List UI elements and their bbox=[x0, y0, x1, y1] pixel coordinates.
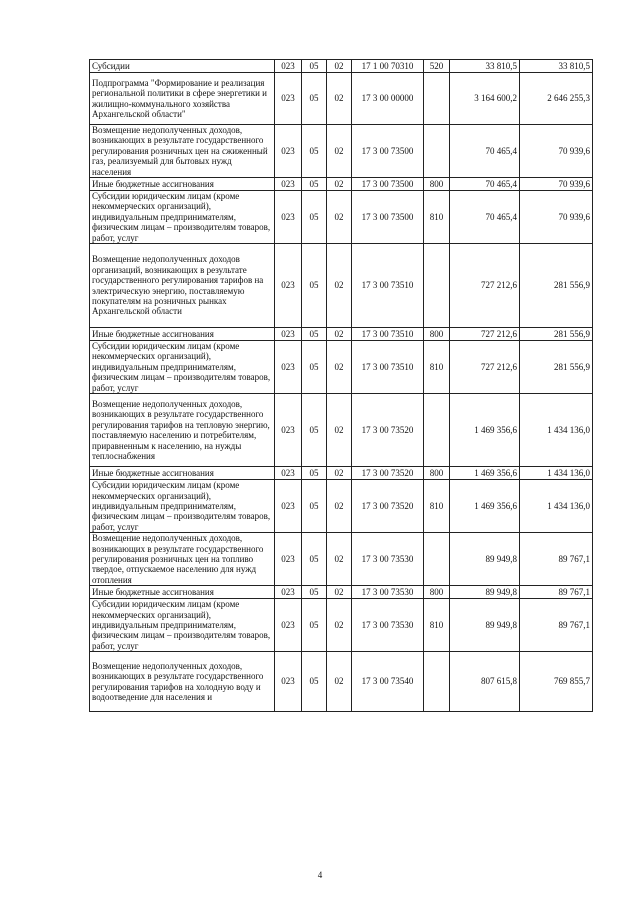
row-name-cell: Возмещение недополученных доходов, возникающих в результате государственного регулирования розничных цен на топливо твердое, отпускаемое населению для нужд отопления bbox=[90, 533, 275, 586]
ministry-code-cell: 023 bbox=[275, 480, 302, 533]
section-code-cell: 05 bbox=[302, 652, 327, 712]
table-body bbox=[90, 60, 593, 712]
amount-year2-cell: 89 767,1 bbox=[520, 599, 593, 652]
target-article-cell: 17 3 00 73500 bbox=[352, 125, 424, 178]
row-name-cell: Иные бюджетные ассигнования bbox=[90, 178, 275, 191]
ministry-code-cell: 023 bbox=[275, 328, 302, 341]
subsection-code-cell: 02 bbox=[327, 586, 352, 599]
target-article-cell: 17 3 00 00000 bbox=[352, 73, 424, 125]
amount-year2-cell: 89 767,1 bbox=[520, 586, 593, 599]
row-name-cell: Субсидии юридическим лицам (кроме некоммерческих организаций), индивидуальным предпринимателям, физическим лицам – производителям товаров, работ, услуг bbox=[90, 599, 275, 652]
target-article-cell: 17 3 00 73530 bbox=[352, 586, 424, 599]
section-code-cell: 05 bbox=[302, 125, 327, 178]
section-code-cell: 05 bbox=[302, 328, 327, 341]
amount-year1-cell: 3 164 600,2 bbox=[450, 73, 520, 125]
table-row bbox=[90, 599, 593, 652]
ministry-code-cell: 023 bbox=[275, 178, 302, 191]
target-article-cell: 17 1 00 70310 bbox=[352, 60, 424, 73]
amount-year2-cell: 89 767,1 bbox=[520, 533, 593, 586]
amount-year1-cell: 1 469 356,6 bbox=[450, 394, 520, 467]
amount-year2-cell: 70 939,6 bbox=[520, 125, 593, 178]
row-name-cell: Иные бюджетные ассигнования bbox=[90, 328, 275, 341]
amount-year1-cell: 727 212,6 bbox=[450, 341, 520, 394]
row-name-cell: Возмещение недополученных доходов, возникающих в результате государственного регулирования розничных цен на сжиженный газ, реализуемый для бытовых нужд населения bbox=[90, 125, 275, 178]
expense-type-cell: 810 bbox=[424, 341, 450, 394]
expense-type-cell: 810 bbox=[424, 191, 450, 244]
amount-year1-cell: 727 212,6 bbox=[450, 328, 520, 341]
table-row bbox=[90, 60, 593, 73]
amount-year1-cell: 89 949,8 bbox=[450, 599, 520, 652]
section-code-cell: 05 bbox=[302, 467, 327, 480]
row-name-cell: Иные бюджетные ассигнования bbox=[90, 586, 275, 599]
row-name-cell: Иные бюджетные ассигнования bbox=[90, 467, 275, 480]
table-row bbox=[90, 178, 593, 191]
ministry-code-cell: 023 bbox=[275, 586, 302, 599]
section-code-cell: 05 bbox=[302, 480, 327, 533]
expense-type-cell bbox=[424, 533, 450, 586]
row-name-cell: Субсидии юридическим лицам (кроме некоммерческих организаций), индивидуальным предпринимателям, физическим лицам – производителям товаров, работ, услуг bbox=[90, 480, 275, 533]
amount-year2-cell: 1 434 136,0 bbox=[520, 394, 593, 467]
row-name-cell: Подпрограмма "Формирование и реализация региональной политики в сфере энергетики и жилищно-коммунального хозяйства Архангельской области" bbox=[90, 73, 275, 125]
amount-year1-cell: 70 465,4 bbox=[450, 178, 520, 191]
amount-year2-cell: 70 939,6 bbox=[520, 178, 593, 191]
amount-year2-cell: 33 810,5 bbox=[520, 60, 593, 73]
subsection-code-cell: 02 bbox=[327, 191, 352, 244]
expense-type-cell: 800 bbox=[424, 586, 450, 599]
ministry-code-cell: 023 bbox=[275, 599, 302, 652]
table-row bbox=[90, 467, 593, 480]
amount-year2-cell: 769 855,7 bbox=[520, 652, 593, 712]
expense-type-cell bbox=[424, 125, 450, 178]
section-code-cell: 05 bbox=[302, 586, 327, 599]
amount-year1-cell: 70 465,4 bbox=[450, 125, 520, 178]
amount-year2-cell: 281 556,9 bbox=[520, 341, 593, 394]
expense-type-cell bbox=[424, 652, 450, 712]
subsection-code-cell: 02 bbox=[327, 394, 352, 467]
ministry-code-cell: 023 bbox=[275, 394, 302, 467]
amount-year2-cell: 1 434 136,0 bbox=[520, 480, 593, 533]
subsection-code-cell: 02 bbox=[327, 244, 352, 328]
expense-type-cell: 800 bbox=[424, 178, 450, 191]
row-name-cell: Субсидии юридическим лицам (кроме некоммерческих организаций), индивидуальным предпринимателям, физическим лицам – производителям товаров, работ, услуг bbox=[90, 191, 275, 244]
row-name-cell: Возмещение недополученных доходов организаций, возникающих в результате государственного регулирования тарифов на электрическую энергию, поставляемую покупателям на розничных рынках Архангельской области bbox=[90, 244, 275, 328]
ministry-code-cell: 023 bbox=[275, 191, 302, 244]
section-code-cell: 05 bbox=[302, 599, 327, 652]
expense-type-cell: 520 bbox=[424, 60, 450, 73]
amount-year1-cell: 89 949,8 bbox=[450, 586, 520, 599]
target-article-cell: 17 3 00 73500 bbox=[352, 191, 424, 244]
ministry-code-cell: 023 bbox=[275, 652, 302, 712]
amount-year1-cell: 33 810,5 bbox=[450, 60, 520, 73]
ministry-code-cell: 023 bbox=[275, 244, 302, 328]
amount-year1-cell: 1 469 356,6 bbox=[450, 467, 520, 480]
table-row bbox=[90, 341, 593, 394]
expense-type-cell bbox=[424, 244, 450, 328]
amount-year2-cell: 2 646 255,3 bbox=[520, 73, 593, 125]
section-code-cell: 05 bbox=[302, 73, 327, 125]
page-number: 4 bbox=[317, 870, 323, 880]
target-article-cell: 17 3 00 73520 bbox=[352, 467, 424, 480]
subsection-code-cell: 02 bbox=[327, 599, 352, 652]
ministry-code-cell: 023 bbox=[275, 125, 302, 178]
ministry-code-cell: 023 bbox=[275, 533, 302, 586]
subsection-code-cell: 02 bbox=[327, 178, 352, 191]
ministry-code-cell: 023 bbox=[275, 341, 302, 394]
expense-type-cell: 810 bbox=[424, 599, 450, 652]
row-name-cell: Субсидии bbox=[90, 60, 275, 73]
table-row bbox=[90, 533, 593, 586]
expense-type-cell: 800 bbox=[424, 328, 450, 341]
table-row bbox=[90, 328, 593, 341]
table-row bbox=[90, 652, 593, 712]
expense-type-cell bbox=[424, 73, 450, 125]
target-article-cell: 17 3 00 73540 bbox=[352, 652, 424, 712]
subsection-code-cell: 02 bbox=[327, 125, 352, 178]
subsection-code-cell: 02 bbox=[327, 652, 352, 712]
subsection-code-cell: 02 bbox=[327, 60, 352, 73]
amount-year1-cell: 727 212,6 bbox=[450, 244, 520, 328]
amount-year1-cell: 70 465,4 bbox=[450, 191, 520, 244]
target-article-cell: 17 3 00 73530 bbox=[352, 533, 424, 586]
row-name-cell: Возмещение недополученных доходов, возникающих в результате государственного регулирования тарифов на холодную воду и водоотведение для населения и bbox=[90, 652, 275, 712]
amount-year1-cell: 807 615,8 bbox=[450, 652, 520, 712]
section-code-cell: 05 bbox=[302, 191, 327, 244]
target-article-cell: 17 3 00 73530 bbox=[352, 599, 424, 652]
section-code-cell: 05 bbox=[302, 178, 327, 191]
section-code-cell: 05 bbox=[302, 394, 327, 467]
section-code-cell: 05 bbox=[302, 341, 327, 394]
table-row bbox=[90, 73, 593, 125]
target-article-cell: 17 3 00 73510 bbox=[352, 244, 424, 328]
subsection-code-cell: 02 bbox=[327, 328, 352, 341]
target-article-cell: 17 3 00 73520 bbox=[352, 394, 424, 467]
subsection-code-cell: 02 bbox=[327, 341, 352, 394]
table-row bbox=[90, 394, 593, 467]
table-row bbox=[90, 125, 593, 178]
subsection-code-cell: 02 bbox=[327, 467, 352, 480]
table-row bbox=[90, 244, 593, 328]
section-code-cell: 05 bbox=[302, 60, 327, 73]
section-code-cell: 05 bbox=[302, 244, 327, 328]
subsection-code-cell: 02 bbox=[327, 73, 352, 125]
expense-type-cell: 810 bbox=[424, 480, 450, 533]
amount-year1-cell: 89 949,8 bbox=[450, 533, 520, 586]
table-row bbox=[90, 480, 593, 533]
ministry-code-cell: 023 bbox=[275, 60, 302, 73]
target-article-cell: 17 3 00 73510 bbox=[352, 328, 424, 341]
expense-type-cell bbox=[424, 394, 450, 467]
target-article-cell: 17 3 00 73510 bbox=[352, 341, 424, 394]
row-name-cell: Возмещение недополученных доходов, возникающих в результате государственного регулирования тарифов на тепловую энергию, поставляемую населению и потребителям, приравненным к населению, на нужды теплоснабжения bbox=[90, 394, 275, 467]
ministry-code-cell: 023 bbox=[275, 73, 302, 125]
ministry-code-cell: 023 bbox=[275, 467, 302, 480]
table-row bbox=[90, 191, 593, 244]
amount-year2-cell: 281 556,9 bbox=[520, 244, 593, 328]
expense-type-cell: 800 bbox=[424, 467, 450, 480]
amount-year1-cell: 1 469 356,6 bbox=[450, 480, 520, 533]
amount-year2-cell: 281 556,9 bbox=[520, 328, 593, 341]
budget-table bbox=[89, 59, 593, 712]
amount-year2-cell: 70 939,6 bbox=[520, 191, 593, 244]
subsection-code-cell: 02 bbox=[327, 533, 352, 586]
subsection-code-cell: 02 bbox=[327, 480, 352, 533]
table-row bbox=[90, 586, 593, 599]
amount-year2-cell: 1 434 136,0 bbox=[520, 467, 593, 480]
section-code-cell: 05 bbox=[302, 533, 327, 586]
row-name-cell: Субсидии юридическим лицам (кроме некоммерческих организаций), индивидуальным предпринимателям, физическим лицам – производителям товаров, работ, услуг bbox=[90, 341, 275, 394]
target-article-cell: 17 3 00 73520 bbox=[352, 480, 424, 533]
target-article-cell: 17 3 00 73500 bbox=[352, 178, 424, 191]
